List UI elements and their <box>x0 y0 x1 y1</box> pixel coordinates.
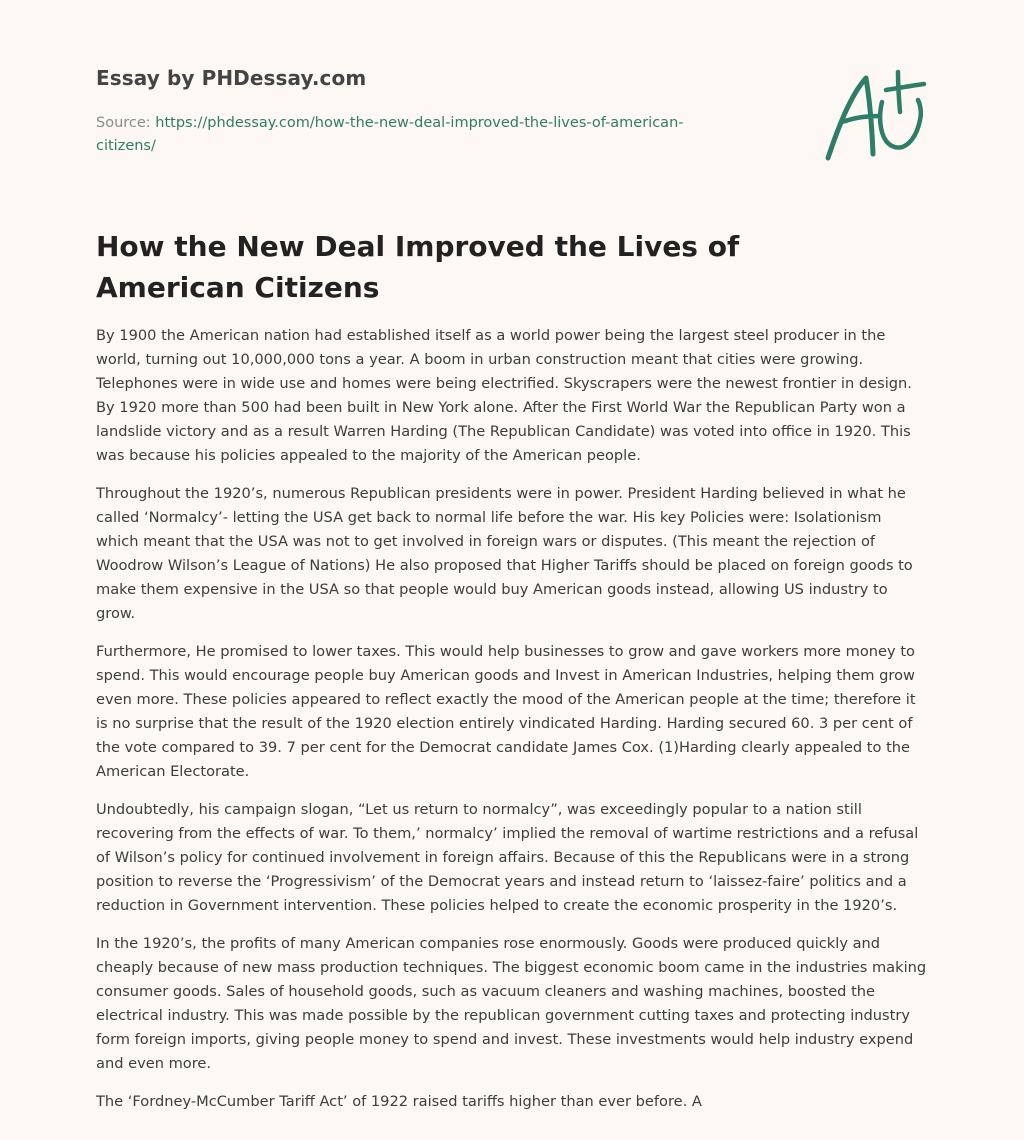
paragraph: The ‘Fordney-McCumber Tariff Act’ of 1922 raised tariffs higher than ever before. A <box>96 1093 702 1110</box>
paragraph: In the 1920’s, the profits of many American companies rose enormously. Goods were produced quickly and cheaply because of new mass production techniques. The biggest economic boom came in the industries making consumer goods. Sales of household goods, such as vacuum cleaners and washing machines, boosted the electrical industry. This was made possible by the republican government cutting taxes and protecting industry form foreign imports, giving people money to spend and invest. These investments would help industry expend and even more. <box>96 935 927 1072</box>
site-brand: Essay by PHDessay.com <box>96 66 367 90</box>
paragraph: Furthermore, He promised to lower taxes. This would help businesses to grow and gave workers more money to spend. This would encourage people buy American goods and Invest in American Industries, helping them grow even more. These policies appeared to reflect exactly the mood of the American people at the time; therefore it is no surprise that the result of the 1920 election entirely vindicated Harding. Harding secured 60. 3 per cent of the vote compared to 39. 7 per cent for the Democrat candidate James Cox. (1)Harding clearly appealed to the American Electorate. <box>96 643 916 780</box>
source-label: Source: <box>96 115 156 131</box>
paragraph: By 1900 the American nation had established itself as a world power being the largest steel producer in the world, turning out 10,000,000 tons a year. A boom in urban construction meant that cities were growing. Telephones were in wide use and homes were being electrified. Skyscrapers were the newest frontier in design. By 1920 more than 500 had been built in New York alone. After the First World War the Republican Party won a landslide victory and as a result Warren Harding (The Republican Candidate) was voted into office in 1920. This was because his policies appealed to the majority of the American people. <box>96 327 912 464</box>
essay-title: How the New Deal Improved the Lives of American Citizens <box>96 230 740 304</box>
source-line <box>96 112 736 158</box>
essay-body <box>96 324 928 1128</box>
source-link[interactable]: https://phdessay.com/how-the-new-deal-improved-the-lives-of-american-citizens/ <box>96 115 684 154</box>
paragraph: Throughout the 1920’s, numerous Republican presidents were in power. President Harding believed in what he called ‘Normalcy’- letting the USA get back to normal life before the war. His key Policies were: Isolationism which meant that the USA was not to get involved in foreign wars or disputes. (This meant the rejection of Woodrow Wilson’s League of Nations) He also proposed that Higher Tariffs should be placed on foreign goods to make them expensive in the USA so that people would buy American goods instead, allowing US industry to grow. <box>96 485 913 622</box>
paragraph: Undoubtedly, his campaign slogan, “Let us return to normalcy”, was exceedingly popular to a nation still recovering from the effects of war. To them,’ normalcy’ implied the removal of wartime restrictions and a refusal of Wilson’s policy for continued involvement in foreign affairs. Because of this the Republicans were in a strong position to reverse the ‘Progressivism’ of the Democrat years and instead return to ‘laissez-faire’ politics and a reduction in Government intervention. These policies helped to create the economic prosperity in the 1920’s. <box>96 801 919 914</box>
a-plus-grade-icon <box>820 66 928 166</box>
